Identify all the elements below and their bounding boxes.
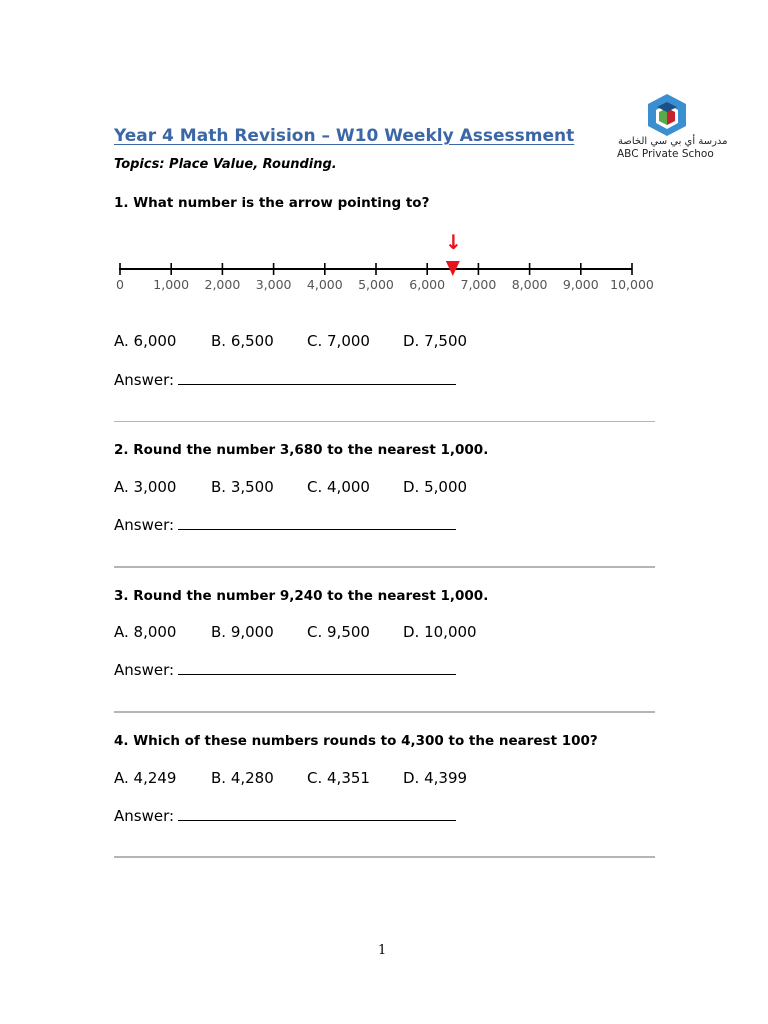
number-line-tick-label: 2,000 bbox=[204, 277, 241, 292]
answer-label: Answer: bbox=[114, 516, 175, 534]
answer-blank[interactable] bbox=[178, 370, 456, 385]
answer-blank[interactable] bbox=[178, 515, 456, 530]
option-d[interactable]: D. 5,000 bbox=[403, 478, 468, 496]
number-line-tick-label: 5,000 bbox=[358, 277, 394, 292]
number-line-tick-label: 8,000 bbox=[511, 277, 548, 292]
divider bbox=[114, 711, 655, 713]
answer-line-2 bbox=[114, 515, 456, 534]
answer-line-4 bbox=[114, 806, 456, 825]
arrow-symbol: ↓ bbox=[445, 230, 462, 254]
option-c[interactable]: C. 4,000 bbox=[307, 478, 370, 496]
answer-line-1 bbox=[114, 370, 456, 389]
divider bbox=[114, 566, 655, 568]
answer-label: Answer: bbox=[114, 371, 175, 389]
page-title: Year 4 Math Revision – W10 Weekly Assessment bbox=[114, 126, 575, 146]
option-a[interactable]: A. 6,000 bbox=[114, 332, 177, 350]
number-line-tick-label: 9,000 bbox=[562, 277, 599, 292]
number-line bbox=[100, 255, 680, 300]
question-4-text: 4. Which of these numbers rounds to 4,300 to the nearest 100? bbox=[114, 733, 598, 749]
number-line-tick-label: 4,000 bbox=[306, 277, 343, 292]
option-c[interactable]: C. 4,351 bbox=[307, 769, 370, 787]
divider bbox=[114, 421, 655, 422]
answer-label: Answer: bbox=[114, 807, 175, 825]
option-d[interactable]: D. 4,399 bbox=[403, 769, 468, 787]
option-a[interactable]: A. 4,249 bbox=[114, 769, 177, 787]
answer-blank[interactable] bbox=[178, 806, 456, 821]
option-d[interactable]: D. 10,000 bbox=[403, 623, 477, 641]
option-b[interactable]: B. 3,500 bbox=[211, 478, 274, 496]
number-line-tick-label: 10,000 bbox=[610, 277, 654, 292]
option-c[interactable]: C. 7,000 bbox=[307, 332, 370, 350]
divider bbox=[114, 856, 655, 858]
logo-arabic-text: مدرسة أي بي سي الخاصة bbox=[618, 136, 728, 147]
question-2-text: 2. Round the number 3,680 to the nearest 1,000. bbox=[114, 442, 489, 458]
option-a[interactable]: A. 3,000 bbox=[114, 478, 177, 496]
school-logo-icon bbox=[644, 92, 690, 138]
option-b[interactable]: B. 6,500 bbox=[211, 332, 274, 350]
option-a[interactable]: A. 8,000 bbox=[114, 623, 177, 641]
option-d[interactable]: D. 7,500 bbox=[403, 332, 468, 350]
page-number: 1 bbox=[378, 943, 387, 958]
number-line-tick-label: 3,000 bbox=[255, 277, 292, 292]
question-1-text: 1. What number is the arrow pointing to? bbox=[114, 195, 430, 211]
answer-blank[interactable] bbox=[178, 660, 456, 675]
number-line-tick-label: 6,000 bbox=[409, 277, 446, 292]
topics-line: Topics: Place Value, Rounding. bbox=[114, 157, 337, 172]
logo-english-text: ABC Private Schoo bbox=[617, 148, 714, 160]
question-3-text: 3. Round the number 9,240 to the nearest 1,000. bbox=[114, 588, 489, 604]
number-line-tick-label: 1,000 bbox=[153, 277, 190, 292]
option-b[interactable]: B. 4,280 bbox=[211, 769, 274, 787]
option-c[interactable]: C. 9,500 bbox=[307, 623, 370, 641]
answer-label: Answer: bbox=[114, 661, 175, 679]
number-line-tick-label: 0 bbox=[116, 277, 124, 292]
option-b[interactable]: B. 9,000 bbox=[211, 623, 274, 641]
answer-line-3 bbox=[114, 660, 456, 679]
number-line-tick-label: 7,000 bbox=[460, 277, 497, 292]
